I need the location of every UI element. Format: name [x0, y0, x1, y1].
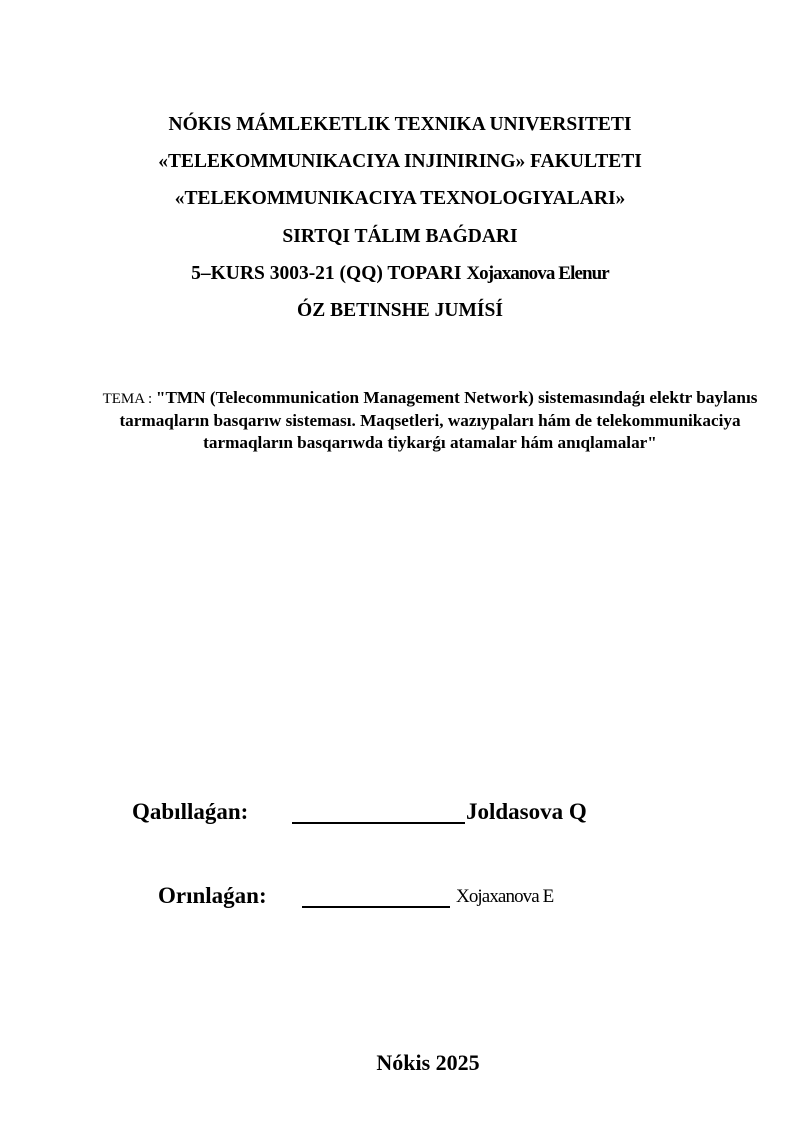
accepted-name: Joldasova Q [466, 799, 587, 824]
performed-name: Xojaxanova E [456, 886, 554, 907]
education-form: SIRTQI TÁLIM BAǴDARI [282, 226, 518, 247]
performed-label: Orınlaǵan: [158, 883, 267, 908]
topic-block [100, 387, 760, 454]
student-name: Xojaxanova Elenur [466, 263, 609, 284]
topic-label: TEMA [102, 391, 145, 407]
topic-separator: : [144, 391, 156, 407]
course-group: 5–KURS 3003-21 (QQ) TOPARI [191, 263, 467, 284]
faculty-name: «TELEKOMMUNIKACIYA INJINIRING» FAKULTETI [158, 151, 642, 172]
work-title: ÓZ BETINSHE JUMÍSÍ [297, 300, 503, 321]
university-name: NÓKIS MÁMLEKETLIK TEXNIKA UNIVERSITETI [168, 114, 632, 135]
accepted-signature-line [292, 822, 465, 824]
accepted-label: Qabıllaǵan: [132, 799, 249, 824]
place-year: Nókis 2025 [376, 1050, 480, 1075]
course-group-line [0, 262, 800, 286]
department-name: «TELEKOMMUNIKACIYA TEXNOLOGIYALARI» [174, 188, 626, 209]
performed-signature-line [302, 906, 450, 908]
topic-text: "TMN (Telecommunication Management Network) sistemasındaǵı elektr baylanıs tarmaqların basqarıw sisteması. Maqsetleri, wazıypaları hám de telekommunikaciya tarmaqların basqarıwda tiykarǵı atamalar hám anıqlamalar" [119, 388, 758, 452]
